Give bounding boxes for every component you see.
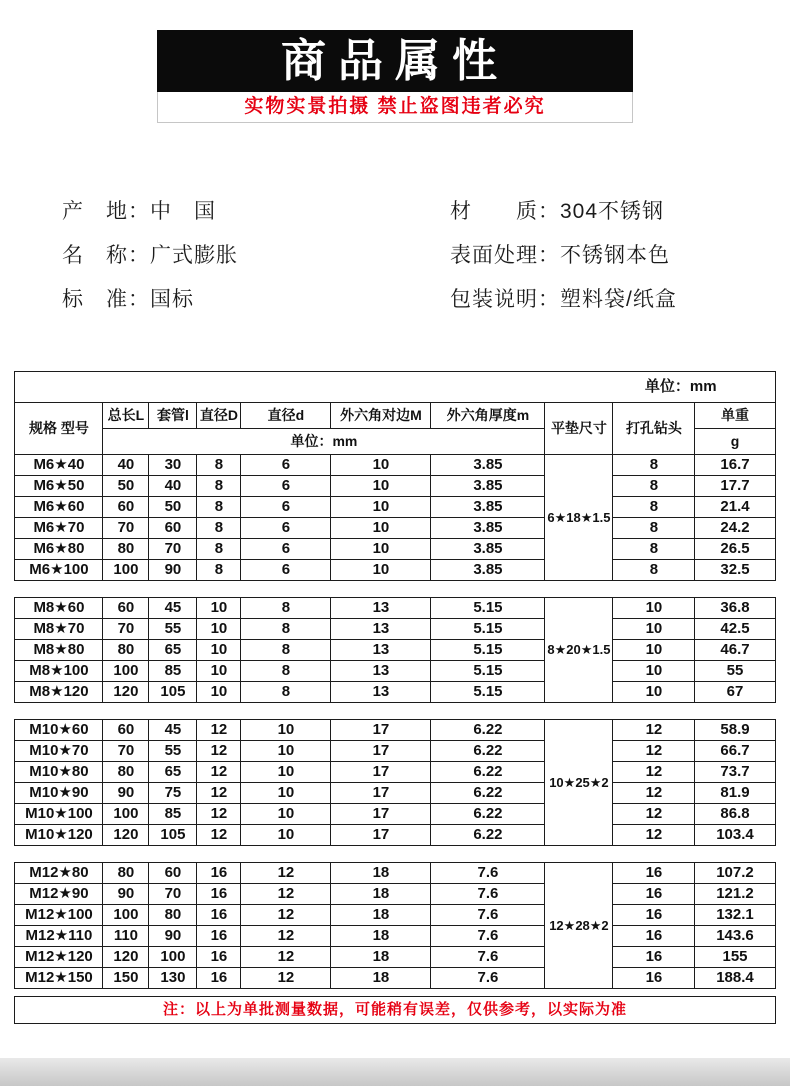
value-cell: 12 [197,825,241,846]
weight-cell: 36.8 [695,598,775,619]
value-cell: 80 [149,905,197,926]
value-cell: 10 [241,741,331,762]
spacer-cell [15,846,775,863]
value-cell: 6 [241,476,331,497]
model-cell: M6★40 [15,455,103,476]
drill-cell: 10 [613,682,695,703]
value-cell: 16 [197,947,241,968]
weight-cell: 67 [695,682,775,703]
model-cell: M8★60 [15,598,103,619]
drill-cell: 12 [613,804,695,825]
model-cell: M10★80 [15,762,103,783]
value-cell: 60 [149,863,197,884]
value-cell: 13 [331,682,431,703]
col-header-weight: 单重 [695,403,775,429]
value-cell: 13 [331,661,431,682]
model-cell: M8★70 [15,619,103,640]
spec-row [15,661,775,682]
spec-row [15,804,775,825]
model-cell: M10★90 [15,783,103,804]
info-label: 表面处理： [450,244,560,267]
weight-cell: 103.4 [695,825,775,846]
col-header: 外六角对边M [331,403,431,429]
title-banner [157,30,633,123]
info-value: 国标 [150,288,194,311]
value-cell: 70 [103,619,149,640]
value-cell: 10 [331,560,431,581]
value-cell: 100 [149,947,197,968]
value-cell: 75 [149,783,197,804]
spec-row [15,682,775,703]
info-label: 材 质： [450,200,560,223]
col-header: 外六角厚度m [431,403,545,429]
model-cell: M8★120 [15,682,103,703]
value-cell: 120 [103,947,149,968]
value-cell: 90 [103,783,149,804]
drill-cell: 12 [613,783,695,804]
spec-table [14,371,775,1024]
value-cell: 16 [197,884,241,905]
col-header: 套管l [149,403,197,429]
value-cell: 8 [241,619,331,640]
col-header: 总长L [103,403,149,429]
weight-cell: 107.2 [695,863,775,884]
drill-cell: 8 [613,497,695,518]
value-cell: 7.6 [431,905,545,926]
drill-cell: 10 [613,619,695,640]
value-cell: 90 [149,560,197,581]
value-cell: 10 [197,619,241,640]
model-cell: M6★60 [15,497,103,518]
weight-cell: 132.1 [695,905,775,926]
value-cell: 120 [103,682,149,703]
unit-label: 单位：mm [15,372,775,403]
drill-cell: 10 [613,640,695,661]
washer-size-cell: 8★20★1.5 [545,598,613,703]
value-cell: 30 [149,455,197,476]
drill-cell: 16 [613,905,695,926]
value-cell: 6.22 [431,825,545,846]
spec-row [15,476,775,497]
info-label: 包装说明： [450,288,560,311]
info-row-packaging [450,287,732,313]
info-value: 304不锈钢 [560,200,665,223]
value-cell: 10 [331,518,431,539]
value-cell: 90 [103,884,149,905]
value-cell: 8 [241,661,331,682]
weight-unit-label: g [695,429,775,455]
value-cell: 18 [331,863,431,884]
value-cell: 70 [103,518,149,539]
value-cell: 6 [241,455,331,476]
value-cell: 55 [149,741,197,762]
spec-row [15,560,775,581]
weight-cell: 155 [695,947,775,968]
product-info [0,199,790,331]
value-cell: 10 [197,661,241,682]
model-cell: M12★110 [15,926,103,947]
model-cell: M6★80 [15,539,103,560]
value-cell: 6 [241,560,331,581]
value-cell: 17 [331,825,431,846]
weight-cell: 121.2 [695,884,775,905]
value-cell: 8 [241,640,331,661]
value-cell: 150 [103,968,149,989]
drill-cell: 16 [613,863,695,884]
weight-cell: 26.5 [695,539,775,560]
weight-cell: 86.8 [695,804,775,825]
col-header-drill: 打孔钻头 [613,403,695,455]
unit-row [15,372,775,403]
value-cell: 10 [331,497,431,518]
spec-row [15,947,775,968]
info-row-standard [62,287,450,313]
model-cell: M12★90 [15,884,103,905]
value-cell: 7.6 [431,947,545,968]
model-cell: M12★80 [15,863,103,884]
spec-table-body [15,372,775,1024]
spec-row [15,926,775,947]
value-cell: 12 [241,905,331,926]
spacer-row [15,989,775,997]
spec-row [15,720,775,741]
value-cell: 12 [241,863,331,884]
value-cell: 12 [241,947,331,968]
drill-cell: 16 [613,926,695,947]
value-cell: 6 [241,497,331,518]
weight-cell: 188.4 [695,968,775,989]
drill-cell: 10 [613,661,695,682]
model-cell: M10★60 [15,720,103,741]
value-cell: 3.85 [431,539,545,560]
value-cell: 17 [331,804,431,825]
value-cell: 120 [103,825,149,846]
value-cell: 55 [149,619,197,640]
spec-row [15,762,775,783]
value-cell: 16 [197,863,241,884]
anti-theft-notice: 实物实景拍摄 禁止盗图违者必究 [157,92,633,123]
value-cell: 90 [149,926,197,947]
value-cell: 85 [149,804,197,825]
value-cell: 10 [197,598,241,619]
model-cell: M6★50 [15,476,103,497]
model-cell: M12★100 [15,905,103,926]
value-cell: 85 [149,661,197,682]
value-cell: 17 [331,783,431,804]
spec-row [15,598,775,619]
info-value: 不锈钢本色 [560,244,670,267]
value-cell: 5.15 [431,682,545,703]
value-cell: 8 [241,598,331,619]
value-cell: 105 [149,682,197,703]
value-cell: 50 [103,476,149,497]
value-cell: 70 [149,884,197,905]
value-cell: 6.22 [431,804,545,825]
value-cell: 80 [103,539,149,560]
model-cell: M12★150 [15,968,103,989]
value-cell: 10 [241,762,331,783]
value-cell: 18 [331,926,431,947]
value-cell: 40 [149,476,197,497]
model-cell: M8★100 [15,661,103,682]
spec-table-section [0,371,790,1024]
col-header: 直径d [241,403,331,429]
info-row-surface [450,243,732,269]
value-cell: 8 [197,497,241,518]
value-cell: 8 [241,682,331,703]
weight-cell: 32.5 [695,560,775,581]
value-cell: 5.15 [431,640,545,661]
spec-row [15,455,775,476]
col-header: 直径D [197,403,241,429]
washer-size-cell: 10★25★2 [545,720,613,846]
weight-cell: 66.7 [695,741,775,762]
value-cell: 12 [197,783,241,804]
value-cell: 40 [103,455,149,476]
value-cell: 3.85 [431,455,545,476]
value-cell: 12 [241,968,331,989]
spec-row [15,863,775,884]
value-cell: 16 [197,968,241,989]
value-cell: 5.15 [431,598,545,619]
drill-cell: 12 [613,741,695,762]
spacer-row [15,581,775,598]
value-cell: 45 [149,720,197,741]
weight-cell: 73.7 [695,762,775,783]
value-cell: 18 [331,968,431,989]
value-cell: 17 [331,741,431,762]
value-cell: 8 [197,476,241,497]
washer-size-cell: 6★18★1.5 [545,455,613,581]
weight-cell: 42.5 [695,619,775,640]
value-cell: 65 [149,640,197,661]
info-row-material [450,199,732,225]
value-cell: 10 [241,720,331,741]
value-cell: 13 [331,598,431,619]
value-cell: 8 [197,455,241,476]
washer-size-cell: 12★28★2 [545,863,613,989]
info-row-origin [62,199,450,225]
value-cell: 12 [197,804,241,825]
weight-cell: 143.6 [695,926,775,947]
info-label: 名 称： [62,244,150,267]
spec-row [15,640,775,661]
weight-cell: 58.9 [695,720,775,741]
spacer-cell [15,703,775,720]
spacer-row [15,846,775,863]
spacer-cell [15,581,775,598]
value-cell: 6.22 [431,783,545,804]
value-cell: 10 [241,783,331,804]
model-cell: M10★120 [15,825,103,846]
spec-row [15,884,775,905]
value-cell: 80 [103,640,149,661]
value-cell: 100 [103,905,149,926]
value-cell: 70 [149,539,197,560]
weight-cell: 24.2 [695,518,775,539]
value-cell: 10 [241,825,331,846]
value-cell: 105 [149,825,197,846]
spec-row [15,497,775,518]
spec-row [15,619,775,640]
weight-cell: 46.7 [695,640,775,661]
drill-cell: 16 [613,884,695,905]
value-cell: 12 [241,926,331,947]
info-label: 标 准： [62,288,150,311]
value-cell: 18 [331,905,431,926]
footer-band [0,1058,790,1086]
info-label: 产 地： [62,200,150,223]
product-info-right [450,199,732,331]
value-cell: 130 [149,968,197,989]
spec-row [15,783,775,804]
value-cell: 16 [197,926,241,947]
value-cell: 100 [103,661,149,682]
drill-cell: 8 [613,455,695,476]
value-cell: 12 [241,884,331,905]
model-cell: M10★100 [15,804,103,825]
info-value: 塑料袋/纸盒 [560,288,677,311]
spec-row [15,539,775,560]
spec-row [15,741,775,762]
value-cell: 13 [331,619,431,640]
value-cell: 6.22 [431,720,545,741]
drill-cell: 8 [613,560,695,581]
spec-row [15,825,775,846]
value-cell: 18 [331,947,431,968]
value-cell: 3.85 [431,560,545,581]
value-cell: 17 [331,720,431,741]
model-cell: M10★70 [15,741,103,762]
value-cell: 10 [331,455,431,476]
spec-row [15,905,775,926]
page-title: 商品属性 [157,30,633,92]
col-header-spec-model: 规格 型号 [15,403,103,455]
value-cell: 6 [241,539,331,560]
value-cell: 110 [103,926,149,947]
value-cell: 60 [103,598,149,619]
value-cell: 5.15 [431,619,545,640]
value-cell: 80 [103,762,149,783]
spacer-row [15,703,775,720]
drill-cell: 10 [613,598,695,619]
value-cell: 13 [331,640,431,661]
product-info-left [62,199,450,331]
model-cell: M6★70 [15,518,103,539]
measurement-note: 注：以上为单批测量数据，可能稍有误差，仅供参考，以实际为准 [15,997,775,1024]
spacer-cell [15,989,775,997]
weight-cell: 21.4 [695,497,775,518]
value-cell: 8 [197,518,241,539]
col-header-washer: 平垫尺寸 [545,403,613,455]
weight-cell: 16.7 [695,455,775,476]
value-cell: 3.85 [431,518,545,539]
value-cell: 6.22 [431,741,545,762]
info-value: 中 国 [150,200,216,223]
value-cell: 12 [197,741,241,762]
value-cell: 17 [331,762,431,783]
value-cell: 12 [197,720,241,741]
header-row-1 [15,403,775,429]
value-cell: 16 [197,905,241,926]
value-cell: 100 [103,804,149,825]
weight-cell: 17.7 [695,476,775,497]
value-cell: 65 [149,762,197,783]
value-cell: 10 [241,804,331,825]
model-cell: M12★120 [15,947,103,968]
value-cell: 8 [197,539,241,560]
drill-cell: 8 [613,518,695,539]
value-cell: 5.15 [431,661,545,682]
value-cell: 60 [149,518,197,539]
info-value: 广式膨胀 [150,244,238,267]
weight-cell: 81.9 [695,783,775,804]
value-cell: 7.6 [431,968,545,989]
value-cell: 8 [197,560,241,581]
value-cell: 3.85 [431,476,545,497]
drill-cell: 16 [613,968,695,989]
value-cell: 7.6 [431,926,545,947]
drill-cell: 12 [613,762,695,783]
drill-cell: 8 [613,476,695,497]
drill-cell: 12 [613,720,695,741]
value-cell: 12 [197,762,241,783]
value-cell: 45 [149,598,197,619]
value-cell: 10 [331,539,431,560]
model-cell: M8★80 [15,640,103,661]
spec-row [15,968,775,989]
value-cell: 60 [103,497,149,518]
value-cell: 6 [241,518,331,539]
value-cell: 18 [331,884,431,905]
unit-subheader: 单位：mm [103,429,545,455]
value-cell: 100 [103,560,149,581]
drill-cell: 8 [613,539,695,560]
value-cell: 70 [103,741,149,762]
note-row [15,997,775,1024]
value-cell: 10 [197,640,241,661]
value-cell: 3.85 [431,497,545,518]
value-cell: 7.6 [431,863,545,884]
drill-cell: 16 [613,947,695,968]
spec-row [15,518,775,539]
weight-cell: 55 [695,661,775,682]
value-cell: 80 [103,863,149,884]
value-cell: 60 [103,720,149,741]
value-cell: 7.6 [431,884,545,905]
info-row-name [62,243,450,269]
value-cell: 10 [197,682,241,703]
drill-cell: 12 [613,825,695,846]
value-cell: 6.22 [431,762,545,783]
value-cell: 10 [331,476,431,497]
model-cell: M6★100 [15,560,103,581]
value-cell: 50 [149,497,197,518]
